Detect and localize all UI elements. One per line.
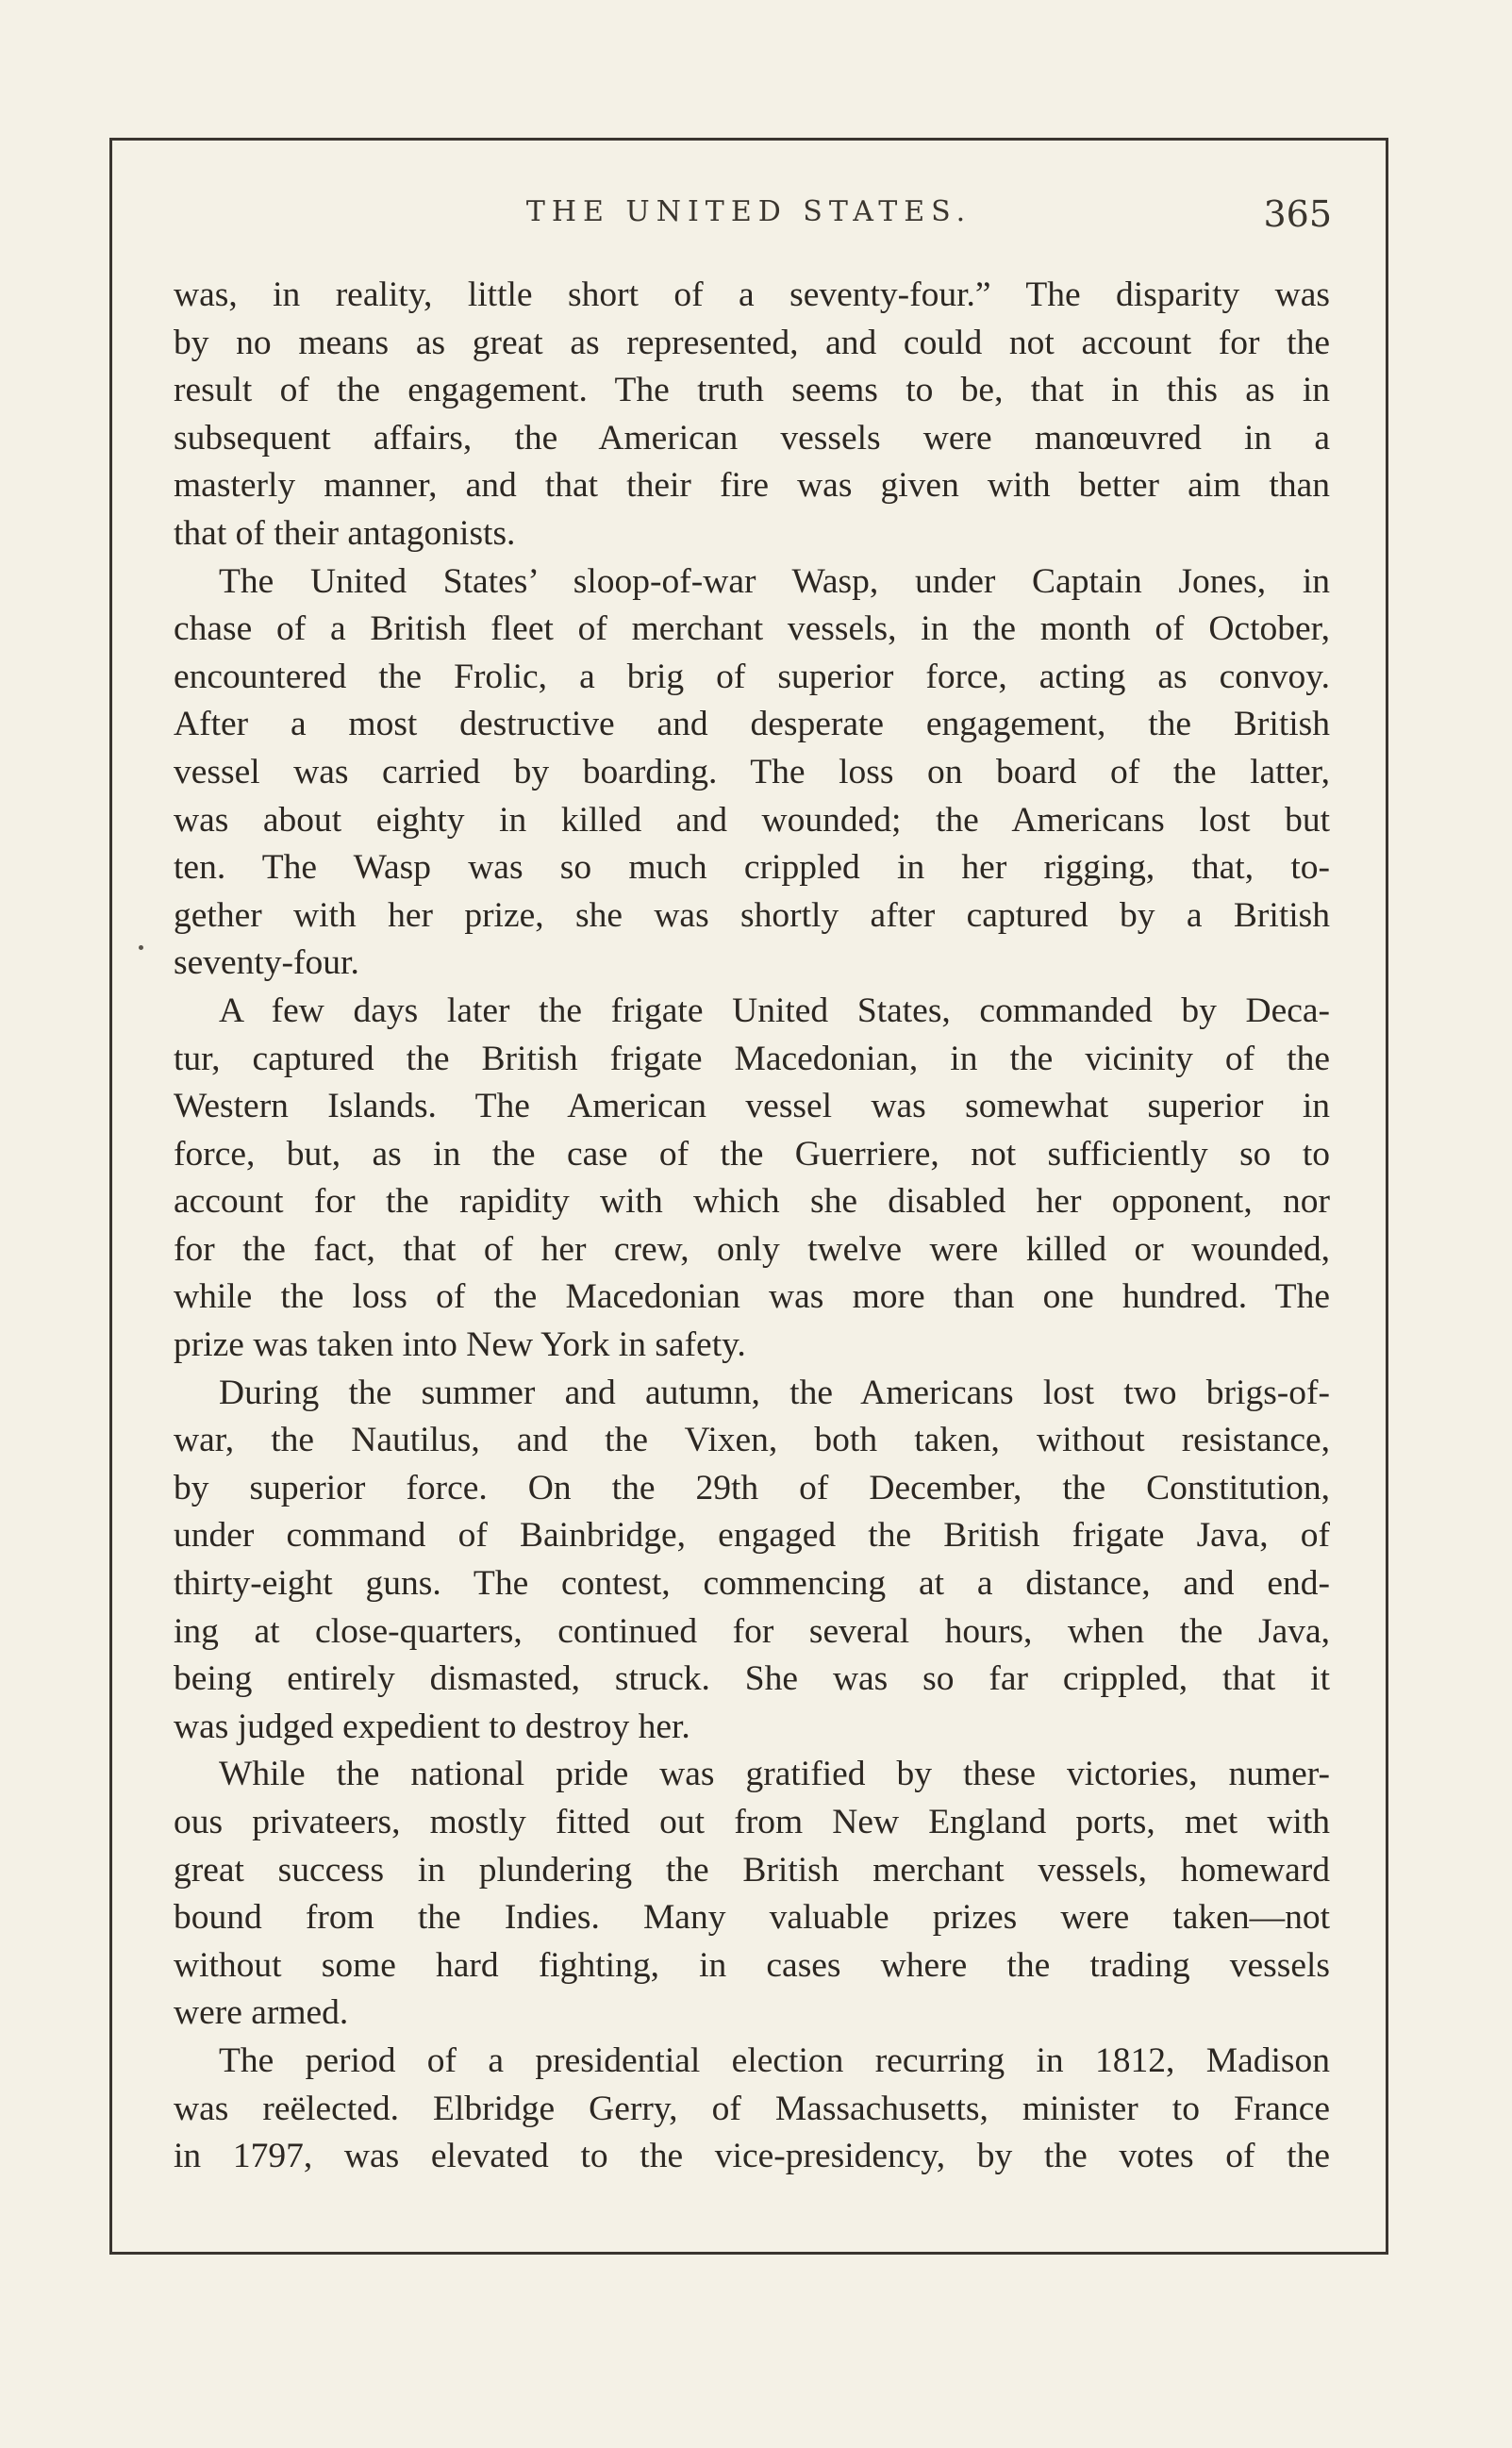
text-line: ing at close-quarters, continued for several hours, when the Java,	[174, 1611, 1330, 1651]
body-text	[174, 272, 1330, 2181]
text-line: was reëlected. Elbridge Gerry, of Massachusetts, minister to France	[174, 2089, 1330, 2128]
text-line: During the summer and autumn, the Americans lost two brigs-of-	[219, 1373, 1330, 1412]
text-line: After a most destructive and desperate engagement, the British	[174, 705, 1330, 744]
text-line: great success in plundering the British merchant vessels, homeward	[174, 1850, 1330, 1890]
text-line: masterly manner, and that their fire was given with better aim than	[174, 466, 1330, 506]
text-line: while the loss of the Macedonian was more than one hundred. The	[174, 1277, 1330, 1317]
text-line: ten. The Wasp was so much crippled in her rigging, that, to-	[174, 848, 1330, 888]
text-line: vessel was carried by boarding. The loss on board of the latter,	[174, 752, 1330, 791]
text-line: force, but, as in the case of the Guerriere, not sufficiently so to	[174, 1134, 1330, 1174]
running-head: THE UNITED STATES.	[525, 195, 972, 228]
text-line: were armed.	[174, 1993, 349, 2033]
text-line: account for the rapidity with which she disabled her opponent, nor	[174, 1182, 1330, 1222]
text-line: without some hard fighting, in cases where the trading vessels	[174, 1945, 1330, 1985]
text-line: was, in reality, little short of a seventy-four.” The disparity was	[174, 275, 1330, 314]
page-number: 365	[1263, 193, 1332, 235]
text-line: war, the Nautilus, and the Vixen, both taken, without resistance,	[174, 1421, 1330, 1460]
text-line: The period of a presidential election recurring in 1812, Madison	[219, 2040, 1330, 2080]
text-line: by superior force. On the 29th of December, the Constitution,	[174, 1468, 1330, 1507]
text-line: A few days later the frigate United States, commanded by Deca-	[219, 991, 1330, 1030]
text-line: for the fact, that of her crew, only twelve were killed or wounded,	[174, 1229, 1330, 1269]
text-line: ous privateers, mostly fitted out from New England ports, met with	[174, 1803, 1330, 1841]
text-line: tur, captured the British frigate Macedonian, in the vicinity of the	[174, 1039, 1330, 1078]
text-line: seventy-four.	[174, 943, 359, 983]
text-line: subsequent affairs, the American vessels were manœuvred in a	[174, 418, 1330, 458]
text-line: chase of a British fleet of merchant vessels, in the month of October,	[174, 609, 1330, 649]
text-line: in 1797, was elevated to the vice-presidency, by the votes of the	[174, 2137, 1330, 2176]
text-line: under command of Bainbridge, engaged the British frigate Java, of	[174, 1516, 1330, 1556]
text-line: being entirely dismasted, struck. She was so far crippled, that it	[174, 1659, 1330, 1699]
text-line: While the national pride was gratified by these victories, numer-	[219, 1755, 1330, 1794]
text-line: was judged expedient to destroy her.	[174, 1707, 690, 1746]
text-line: gether with her prize, she was shortly after captured by a British	[174, 895, 1330, 935]
margin-mark	[139, 945, 143, 950]
text-line: thirty-eight guns. The contest, commencing at a distance, and end-	[174, 1564, 1330, 1604]
text-line: that of their antagonists.	[174, 513, 516, 553]
text-line: by no means as great as represented, and could not account for the	[174, 323, 1330, 362]
text-line: bound from the Indies. Many valuable prizes were taken—not	[174, 1898, 1330, 1938]
text-line: encountered the Frolic, a brig of superior force, acting as convoy.	[174, 657, 1330, 696]
text-line: prize was taken into New York in safety.	[174, 1325, 746, 1365]
page-header	[109, 193, 1388, 241]
text-line: The United States’ sloop-of-war Wasp, under Captain Jones, in	[219, 561, 1330, 601]
text-line: was about eighty in killed and wounded; the Americans lost but	[174, 800, 1330, 840]
text-line: Western Islands. The American vessel was somewhat superior in	[174, 1087, 1330, 1126]
text-line: result of the engagement. The truth seems to be, that in this as in	[174, 371, 1330, 410]
